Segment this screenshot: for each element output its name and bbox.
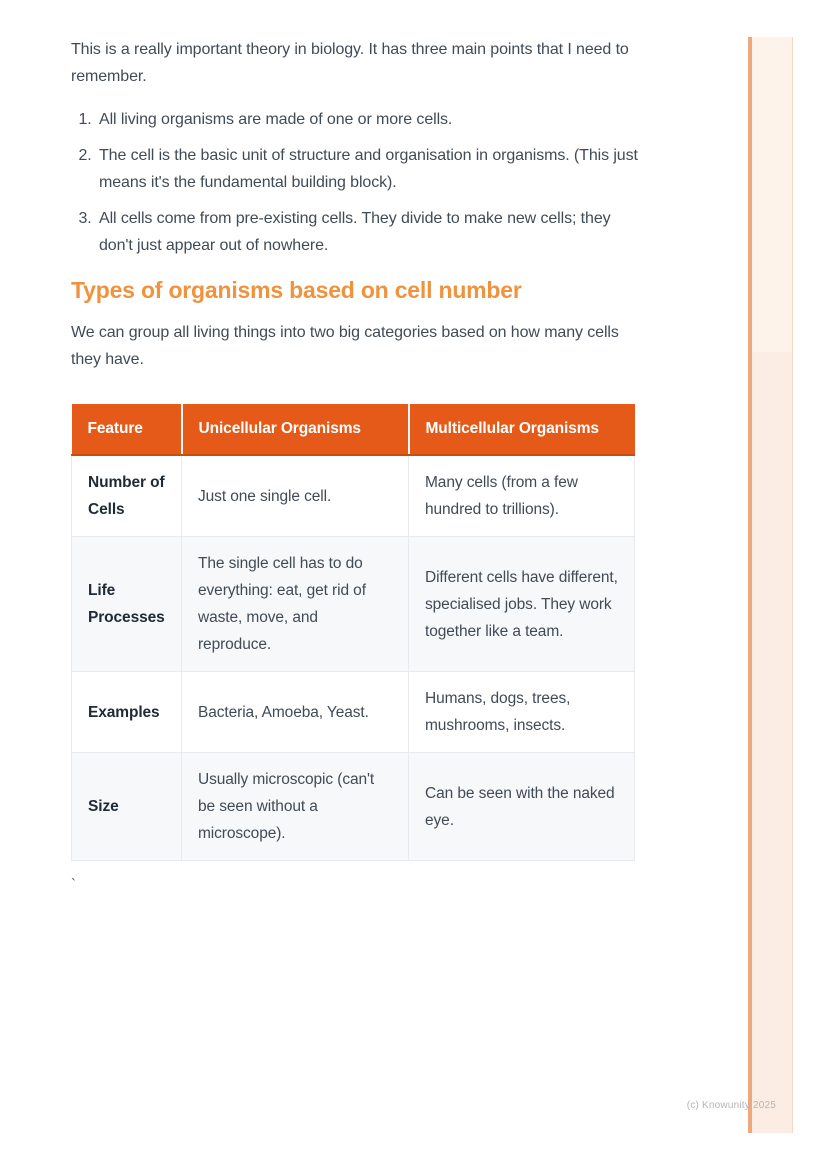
cell-multicellular: Different cells have different, specialised jobs. They work together like a team. [409,537,635,672]
list-item-3: 3. All cells come from pre-existing cells. They divide to make new cells; they don't just appear out of nowhere. [96,205,643,259]
cell-theory-list [71,106,643,259]
cell-unicellular: Usually microscopic (can't be seen without a microscope). [182,753,409,861]
cell-multicellular: Many cells (from a few hundred to trillions). [409,455,635,537]
table-row [72,537,635,672]
section-paragraph: We can group all living things into two big categories based on how many cells they have. [71,324,619,368]
decorative-side-stripe [748,37,793,1133]
decorative-side-stripe-top [752,37,792,352]
cell-multicellular: Can be seen with the naked eye. [409,753,635,861]
table-row [72,455,635,537]
intro-paragraph: This is a really important theory in biology. It has three main points that I need to remember. [71,41,629,85]
cell-multicellular: Humans, dogs, trees, mushrooms, insects. [409,672,635,753]
table-row [72,753,635,861]
document-body [71,36,643,895]
cell-unicellular: The single cell has to do everything: eat, get rid of waste, move, and reproduce. [182,537,409,672]
organism-comparison-table [71,404,635,861]
list-item-1: 1. All living organisms are made of one or more cells. [96,106,643,133]
row-label: Number of Cells [72,455,182,537]
row-label: Size [72,753,182,861]
table-row [72,672,635,753]
table-header-row [72,404,635,455]
footer-credit: (c) Knowunity 2025 [686,1100,776,1111]
stray-backtick-character: ` [71,876,76,893]
column-header-unicellular: Unicellular Organisms [182,404,409,455]
cell-unicellular: Bacteria, Amoeba, Yeast. [182,672,409,753]
section-heading: Types of organisms based on cell number [71,277,522,303]
list-item-2: 2. The cell is the basic unit of structure and organisation in organisms. (This just means it's the fundamental building block). [96,142,643,196]
column-header-feature: Feature [72,404,182,455]
column-header-multicellular: Multicellular Organisms [409,404,635,455]
row-label: Life Processes [72,537,182,672]
cell-unicellular: Just one single cell. [182,455,409,537]
row-label: Examples [72,672,182,753]
